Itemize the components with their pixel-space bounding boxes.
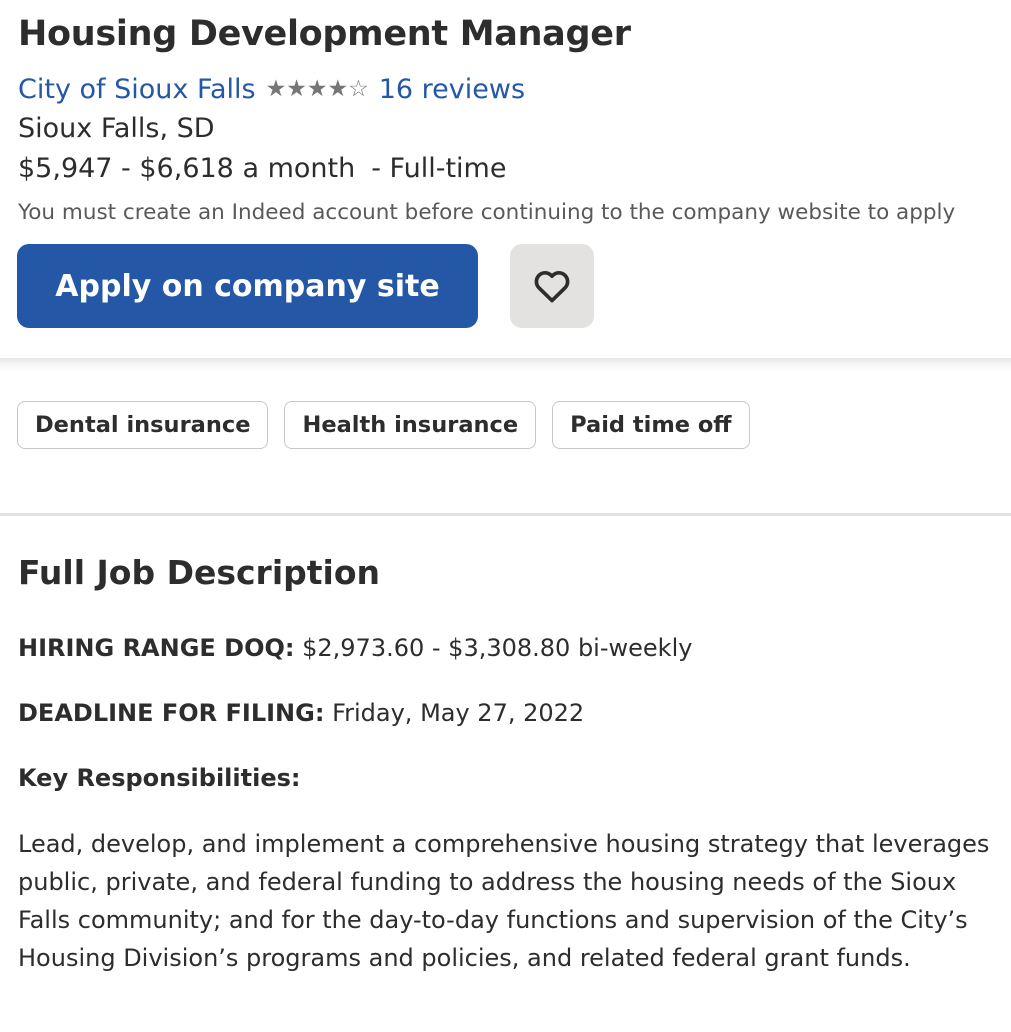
hiring-range bbox=[18, 631, 692, 665]
header-shadow bbox=[0, 358, 1011, 372]
apply-button[interactable]: Apply on company site bbox=[17, 244, 478, 328]
filing-deadline bbox=[18, 696, 584, 730]
job-title: Housing Development Manager bbox=[18, 14, 631, 54]
company-link[interactable]: City of Sioux Falls bbox=[18, 73, 256, 105]
star-filled-icon: ★ bbox=[306, 75, 328, 102]
star-empty-icon: ☆ bbox=[348, 75, 369, 102]
job-type: - Full-time bbox=[371, 153, 507, 184]
deadline-label: DEADLINE FOR FILING: bbox=[18, 699, 325, 727]
company-rating bbox=[265, 75, 369, 102]
benefits-list bbox=[17, 401, 750, 449]
job-header bbox=[0, 0, 1011, 360]
save-job-button[interactable] bbox=[510, 244, 594, 328]
hiring-range-value: $2,973.60 - $3,308.80 bi-weekly bbox=[294, 634, 693, 662]
account-notice: You must create an Indeed account before continuing to the company website to apply bbox=[18, 200, 956, 225]
deadline-value: Friday, May 27, 2022 bbox=[324, 699, 585, 727]
heart-icon bbox=[531, 265, 573, 307]
company-line bbox=[18, 70, 525, 108]
star-filled-icon: ★ bbox=[286, 75, 307, 102]
description-heading: Full Job Description bbox=[18, 553, 381, 592]
benefit-tag: Health insurance bbox=[284, 401, 536, 449]
star-filled-icon: ★ bbox=[265, 75, 287, 102]
benefit-tag: Dental insurance bbox=[17, 401, 268, 449]
salary: $5,947 - $6,618 a month bbox=[18, 153, 356, 184]
salary-line bbox=[18, 150, 506, 188]
job-location: Sioux Falls, SD bbox=[18, 113, 215, 144]
star-filled-icon: ★ bbox=[327, 75, 349, 102]
hiring-range-label: HIRING RANGE DOQ: bbox=[18, 634, 295, 662]
reviews-link[interactable]: 16 reviews bbox=[378, 73, 526, 105]
section-divider bbox=[0, 513, 1011, 516]
responsibilities-heading bbox=[18, 761, 300, 795]
benefit-tag: Paid time off bbox=[552, 401, 749, 449]
responsibilities-text: Lead, develop, and implement a comprehensive housing strategy that leverages public, private, and federal funding to address the housing needs of the Sioux Falls community; and for the day-to-day functions and supervision of the City’s Housing Division’s programs and policies, and related federal grant funds. bbox=[18, 830, 990, 972]
responsibilities-label: Key Responsibilities: bbox=[18, 764, 301, 792]
